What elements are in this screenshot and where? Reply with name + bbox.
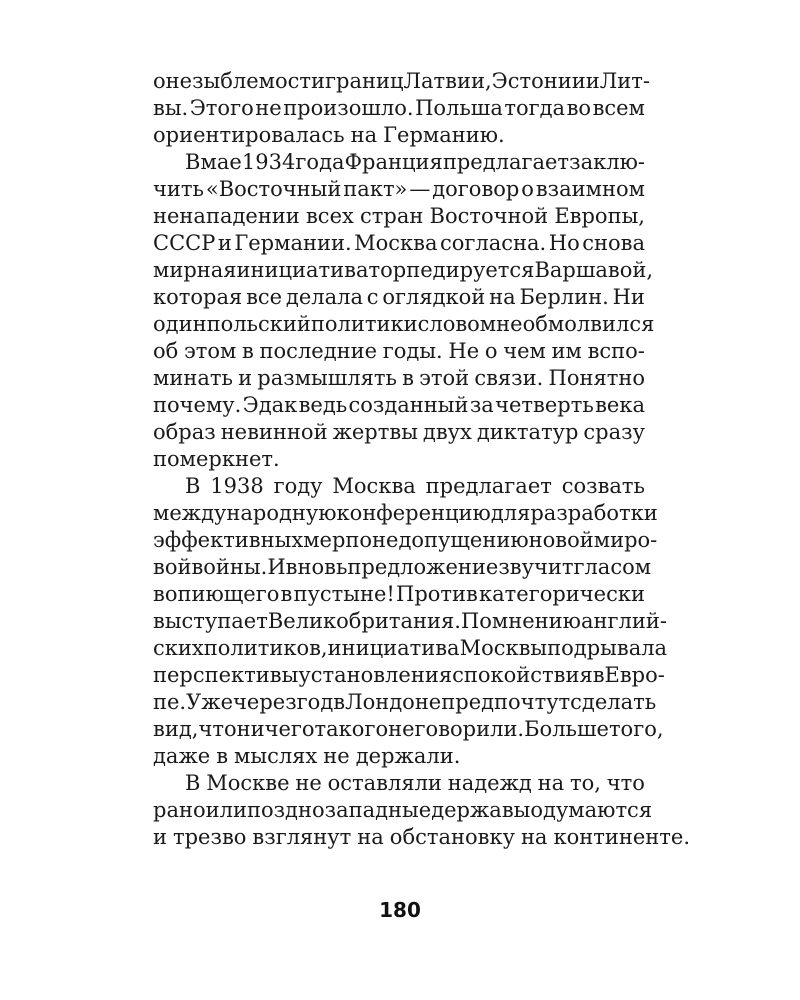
text-line: даже в мыслях не держали. (153, 744, 461, 768)
text-line: В 1938 году Москва предлагает созвать (185, 474, 645, 498)
text-line: вой войны. И вновь предложение звучит гласом (153, 555, 652, 579)
text-line: минать и размышлять в этой связи. Понятно (153, 366, 645, 390)
paragraph (153, 473, 668, 770)
text-line: выступает Великобритания. По мнению англий- (153, 609, 667, 633)
text-line: вид, что ничего такого не говорили. Больше того, (153, 717, 664, 741)
text-line: почему. Эдак ведь созданный за четверть века (153, 393, 645, 417)
text-line: перспективы установления спокойствия в Евро- (153, 663, 665, 687)
paragraph (153, 770, 690, 851)
text-line: ориентировалась на Германию. (153, 123, 505, 147)
body-text (153, 68, 690, 851)
text-line: один польский политик и словом не обмолвился (153, 312, 655, 336)
text-line: международную конференцию для разработки (153, 501, 658, 525)
text-line: вы. Этого не произошло. Польша тогда во всем (153, 96, 645, 120)
text-line: ских политиков, инициатива Москвы подрывала (153, 636, 668, 660)
text-line: которая все делала с оглядкой на Берлин. Ни (153, 285, 645, 309)
text-line: об этом в последние годы. Не о чем им вспо- (153, 339, 645, 363)
text-line: пе. Уже через год в Лондоне предпочтут сделать (153, 690, 657, 714)
text-line: В мае 1934 года Франция предлагает заклю- (185, 150, 645, 174)
text-line: В Москве не оставляли надежд на то, что (185, 771, 645, 795)
text-line: и трезво взглянут на обстановку на континенте. (153, 825, 690, 849)
text-line: вопиющего в пустыне! Против категорически (153, 582, 645, 606)
text-line: мирная инициатива торпедируется Варшавой, (153, 258, 654, 282)
text-line: померкнет. (153, 447, 280, 471)
text-line: ненападении всех стран Восточной Европы, (153, 204, 645, 228)
text-line: чить «Восточный пакт» — договор о взаимном (153, 177, 645, 201)
paragraph (153, 68, 650, 149)
page-number: 180 (379, 898, 421, 922)
text-line: эффективных мер по недопущению новой миро- (153, 528, 658, 552)
text-line: СССР и Германии. Москва согласна. Но снова (153, 231, 645, 255)
text-line: о незыблемости границ Латвии, Эстонии и Лит- (153, 69, 650, 93)
paragraph (153, 149, 655, 473)
text-line: рано или поздно западные державы одумаются (153, 798, 653, 822)
text-line: образ невинной жертвы двух диктатур сразу (153, 420, 645, 444)
